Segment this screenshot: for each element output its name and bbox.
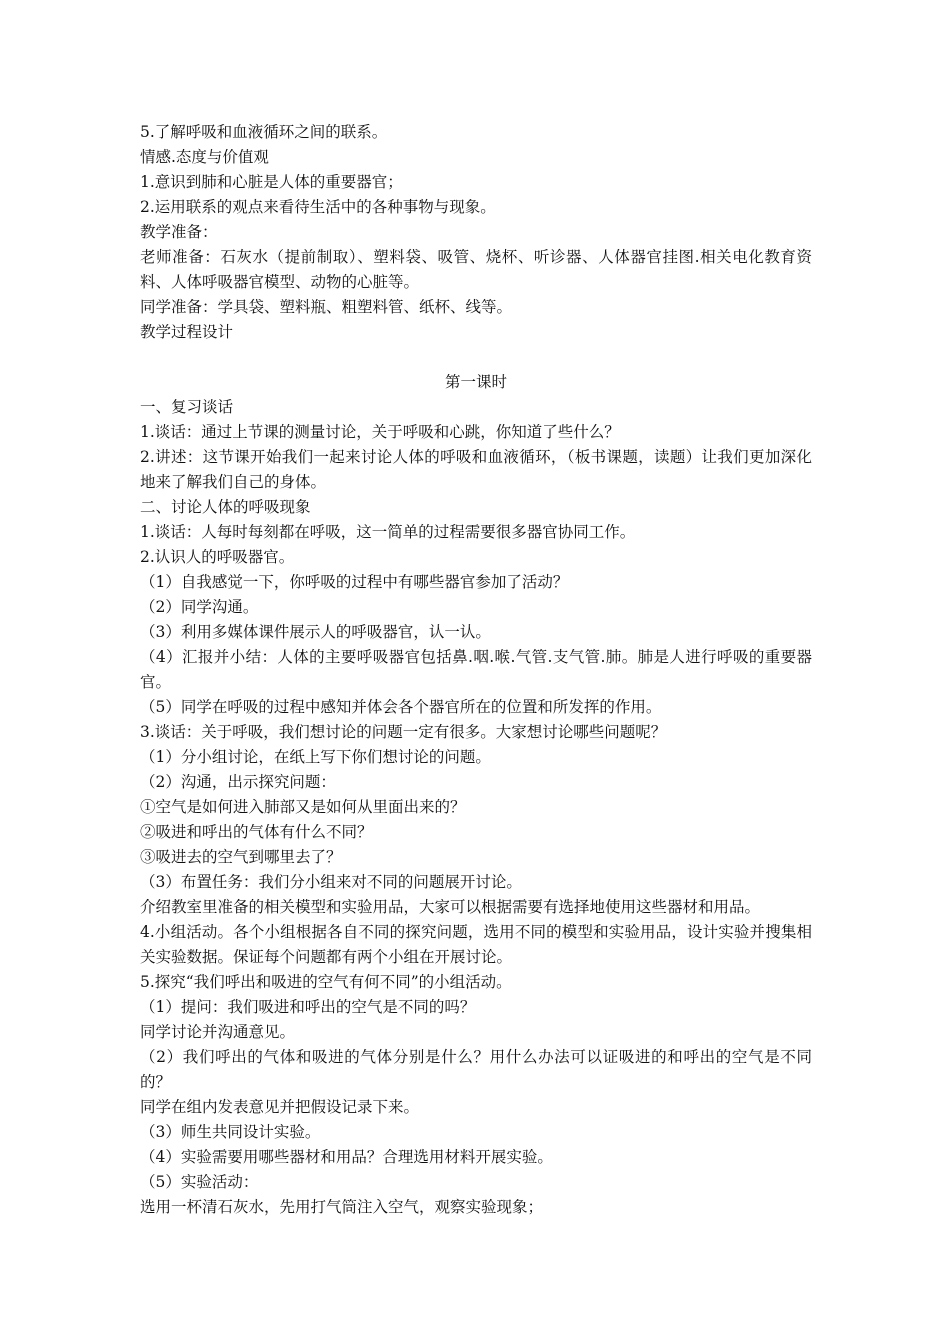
section-2-sub-4: （4）汇报并小结：人体的主要呼吸器官包括鼻.咽.喉.气管.支气管.肺。肺是人进行呼吸的重要器官。 (140, 648, 812, 691)
section-2-sub-5: （5）同学在呼吸的过程中感知并体会各个器官所在的位置和所发挥的作用。 (140, 698, 662, 716)
section-heading-attitude: 情感.态度与价值观 (140, 148, 269, 166)
section-2-item-5: 5.探究“我们呼出和吸进的空气有何不同”的小组活动。 (140, 973, 512, 991)
intro-models: 介绍教室里准备的相关模型和实验用品，大家可以根据需要有选择地使用这些器材和用品。 (140, 898, 761, 916)
item-3-sub-1: （1）分小组讨论，在纸上写下你们想讨论的问题。 (140, 748, 491, 766)
item-5-sub-5: （5）实验活动： (140, 1173, 259, 1191)
teacher-prep: 老师准备：石灰水（提前制取）、塑料袋、吸管、烧杯、听诊器、人体器官挂图.相关电化教育资料、人体呼吸器官模型、动物的心脏等。 (140, 248, 812, 291)
item-5-sub-4: （4）实验需要用哪些器材和用品？合理选用材料开展实验。 (140, 1148, 553, 1166)
section-2-item-4: 4.小组活动。各个小组根据各自不同的探究问题，选用不同的模型和实验用品，设计实验并搜集相关实验数据。保证每个问题都有两个小组在开展讨论。 (140, 923, 812, 966)
section-1-item-1: 1.谈话：通过上节课的测量讨论，关于呼吸和心跳，你知道了些什么？ (140, 423, 620, 441)
document-page (140, 120, 812, 1220)
section-2-item-1: 1.谈话：人每时每刻都在呼吸，这一简单的过程需要很多器官协同工作。 (140, 523, 636, 541)
item-3-sub-2: （2）沟通，出示探究问题： (140, 773, 336, 791)
prep-heading: 教学准备： (140, 223, 218, 241)
attitude-line-1: 1.意识到肺和心脏是人体的重要器官； (140, 173, 403, 191)
item-5-sub-3: （3）师生共同设计实验。 (140, 1123, 321, 1141)
question-3: ③吸进去的空气到哪里去了？ (140, 848, 342, 866)
section-2-sub-1: （1）自我感觉一下，你呼吸的过程中有哪些器官参加了活动？ (140, 573, 569, 591)
section-2-item-2: 2.认识人的呼吸器官。 (140, 548, 295, 566)
item-5-sub-5-note: 选用一杯清石灰水，先用打气筒注入空气，观察实验现象； (140, 1198, 544, 1216)
objective-line-5: 5.了解呼吸和血液循环之间的联系。 (140, 123, 388, 141)
item-5-sub-1: （1）提问：我们吸进和呼出的空气是不同的吗？ (140, 998, 476, 1016)
attitude-line-2: 2.运用联系的观点来看待生活中的各种事物与现象。 (140, 198, 496, 216)
section-1-title: 一、复习谈话 (140, 398, 234, 416)
section-2-title: 二、讨论人体的呼吸现象 (140, 498, 311, 516)
question-1: ①空气是如何进入肺部又是如何从里面出来的？ (140, 798, 466, 816)
lesson-title: 第一课时 (444, 373, 507, 391)
section-1-item-2: 2.讲述：这节课开始我们一起来讨论人体的呼吸和血液循环，（板书课题，读题）让我们更加深化地来了解我们自己的身体。 (140, 448, 812, 491)
student-prep: 同学准备：学具袋、塑料瓶、粗塑料管、纸杯、线等。 (140, 298, 513, 316)
section-2-sub-3: （3）利用多媒体课件展示人的呼吸器官，认一认。 (140, 623, 491, 641)
section-2-item-3: 3.谈话：关于呼吸，我们想讨论的问题一定有很多。大家想讨论哪些问题呢？ (140, 723, 667, 741)
item-5-sub-1-note: 同学讨论并沟通意见。 (140, 1023, 296, 1041)
item-5-sub-2: （2）我们呼出的气体和吸进的气体分别是什么？用什么办法可以证吸进的和呼出的空气是不同的？ (140, 1048, 812, 1091)
section-2-sub-2: （2）同学沟通。 (140, 598, 259, 616)
item-3-sub-3: （3）布置任务：我们分小组来对不同的问题展开讨论。 (140, 873, 522, 891)
item-5-sub-2-note: 同学在组内发表意见并把假设记录下来。 (140, 1098, 420, 1116)
process-title: 教学过程设计 (140, 323, 234, 341)
question-2: ②吸进和呼出的气体有什么不同？ (140, 823, 373, 841)
